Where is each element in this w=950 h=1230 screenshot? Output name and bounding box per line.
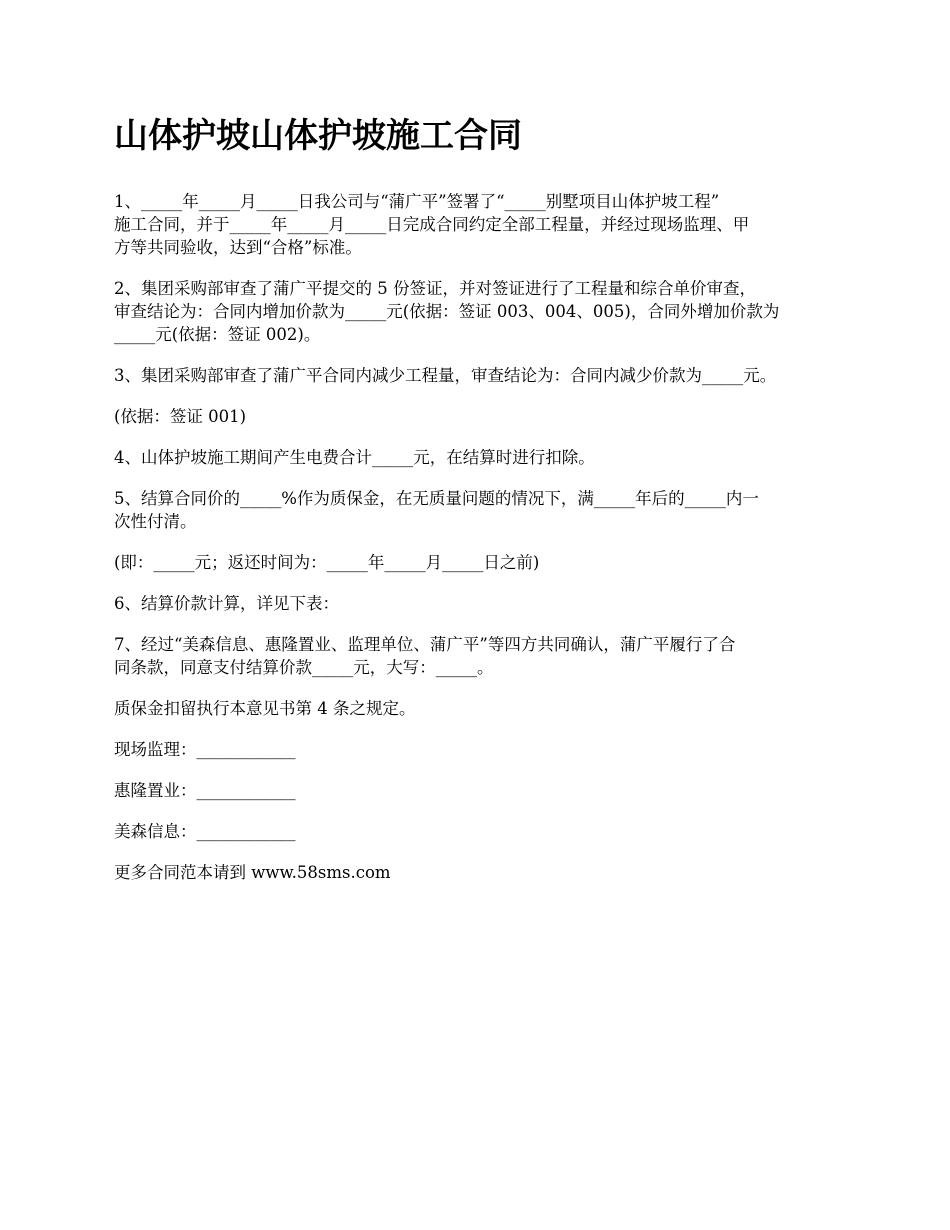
clause-1-line-2: 施工合同，并于_____年_____月_____日完成合同约定全部工程量，并经过现场监理、甲 bbox=[114, 215, 750, 234]
clause-7-line-2: 同条款，同意支付结算价款_____元，大写：_____。 bbox=[114, 658, 494, 677]
signature-meisen-line: 美森信息：____________ bbox=[114, 822, 296, 841]
clause-3-basis bbox=[114, 405, 854, 428]
clause-3-basis-line: (依据：签证 001) bbox=[114, 407, 247, 426]
signature-site-supervisor bbox=[114, 738, 854, 761]
document-page bbox=[114, 112, 854, 902]
clause-5 bbox=[114, 487, 854, 533]
clause-1-line-1: 1、_____年_____月_____日我公司与“蒲广平”签署了“_____别墅项目山体护坡工程” bbox=[114, 192, 720, 211]
clause-3-line-1: 3、集团采购部审查了蒲广平合同内减少工程量，审查结论为：合同内减少价款为_____元。 bbox=[114, 366, 777, 385]
clause-1-line-3: 方等共同验收，达到“合格”标准。 bbox=[114, 238, 362, 257]
warranty-note-line: 质保金扣留执行本意见书第 4 条之规定。 bbox=[114, 699, 416, 718]
clause-7-line-1: 7、经过“美森信息、惠隆置业、监理单位、蒲广平”等四方共同确认，蒲广平履行了合 bbox=[114, 635, 736, 654]
signature-huilong bbox=[114, 779, 854, 802]
clause-2-line-1: 2、集团采购部审查了蒲广平提交的 5 份签证，并对签证进行了工程量和综合单价审查， bbox=[114, 279, 756, 298]
clause-7 bbox=[114, 633, 854, 679]
warranty-note bbox=[114, 697, 854, 720]
signature-meisen bbox=[114, 820, 854, 843]
clause-5-return-note bbox=[114, 551, 854, 574]
clause-5-return-line: (即：_____元；返还时间为：_____年_____月_____日之前) bbox=[114, 553, 540, 572]
clause-6 bbox=[114, 592, 854, 615]
clause-3 bbox=[114, 364, 854, 387]
signature-huilong-line: 惠隆置业：____________ bbox=[114, 781, 296, 800]
clause-6-line-1: 6、结算价款计算，详见下表： bbox=[114, 594, 339, 613]
clause-2 bbox=[114, 277, 854, 346]
clause-5-line-2: 次性付清。 bbox=[114, 512, 197, 531]
document-title: 山体护坡山体护坡施工合同 bbox=[114, 116, 522, 156]
signature-site-supervisor-line: 现场监理：____________ bbox=[114, 740, 296, 759]
clause-2-line-2: 审查结论为：合同内增加价款为_____元(依据：签证 003、004、005)，合同外增加价款为 bbox=[114, 302, 780, 321]
clause-2-line-3: _____元(依据：签证 002)。 bbox=[114, 325, 321, 344]
clause-1 bbox=[114, 190, 854, 259]
clause-4-line-1: 4、山体护坡施工期间产生电费合计_____元，在结算时进行扣除。 bbox=[114, 448, 595, 467]
footer-line: 更多合同范本请到 www.58sms.com bbox=[114, 863, 391, 882]
clause-4 bbox=[114, 446, 854, 469]
clause-5-line-1: 5、结算合同价的_____%作为质保金，在无质量问题的情况下，满_____年后的_____内一 bbox=[114, 489, 759, 508]
footer-link-text bbox=[114, 861, 854, 884]
